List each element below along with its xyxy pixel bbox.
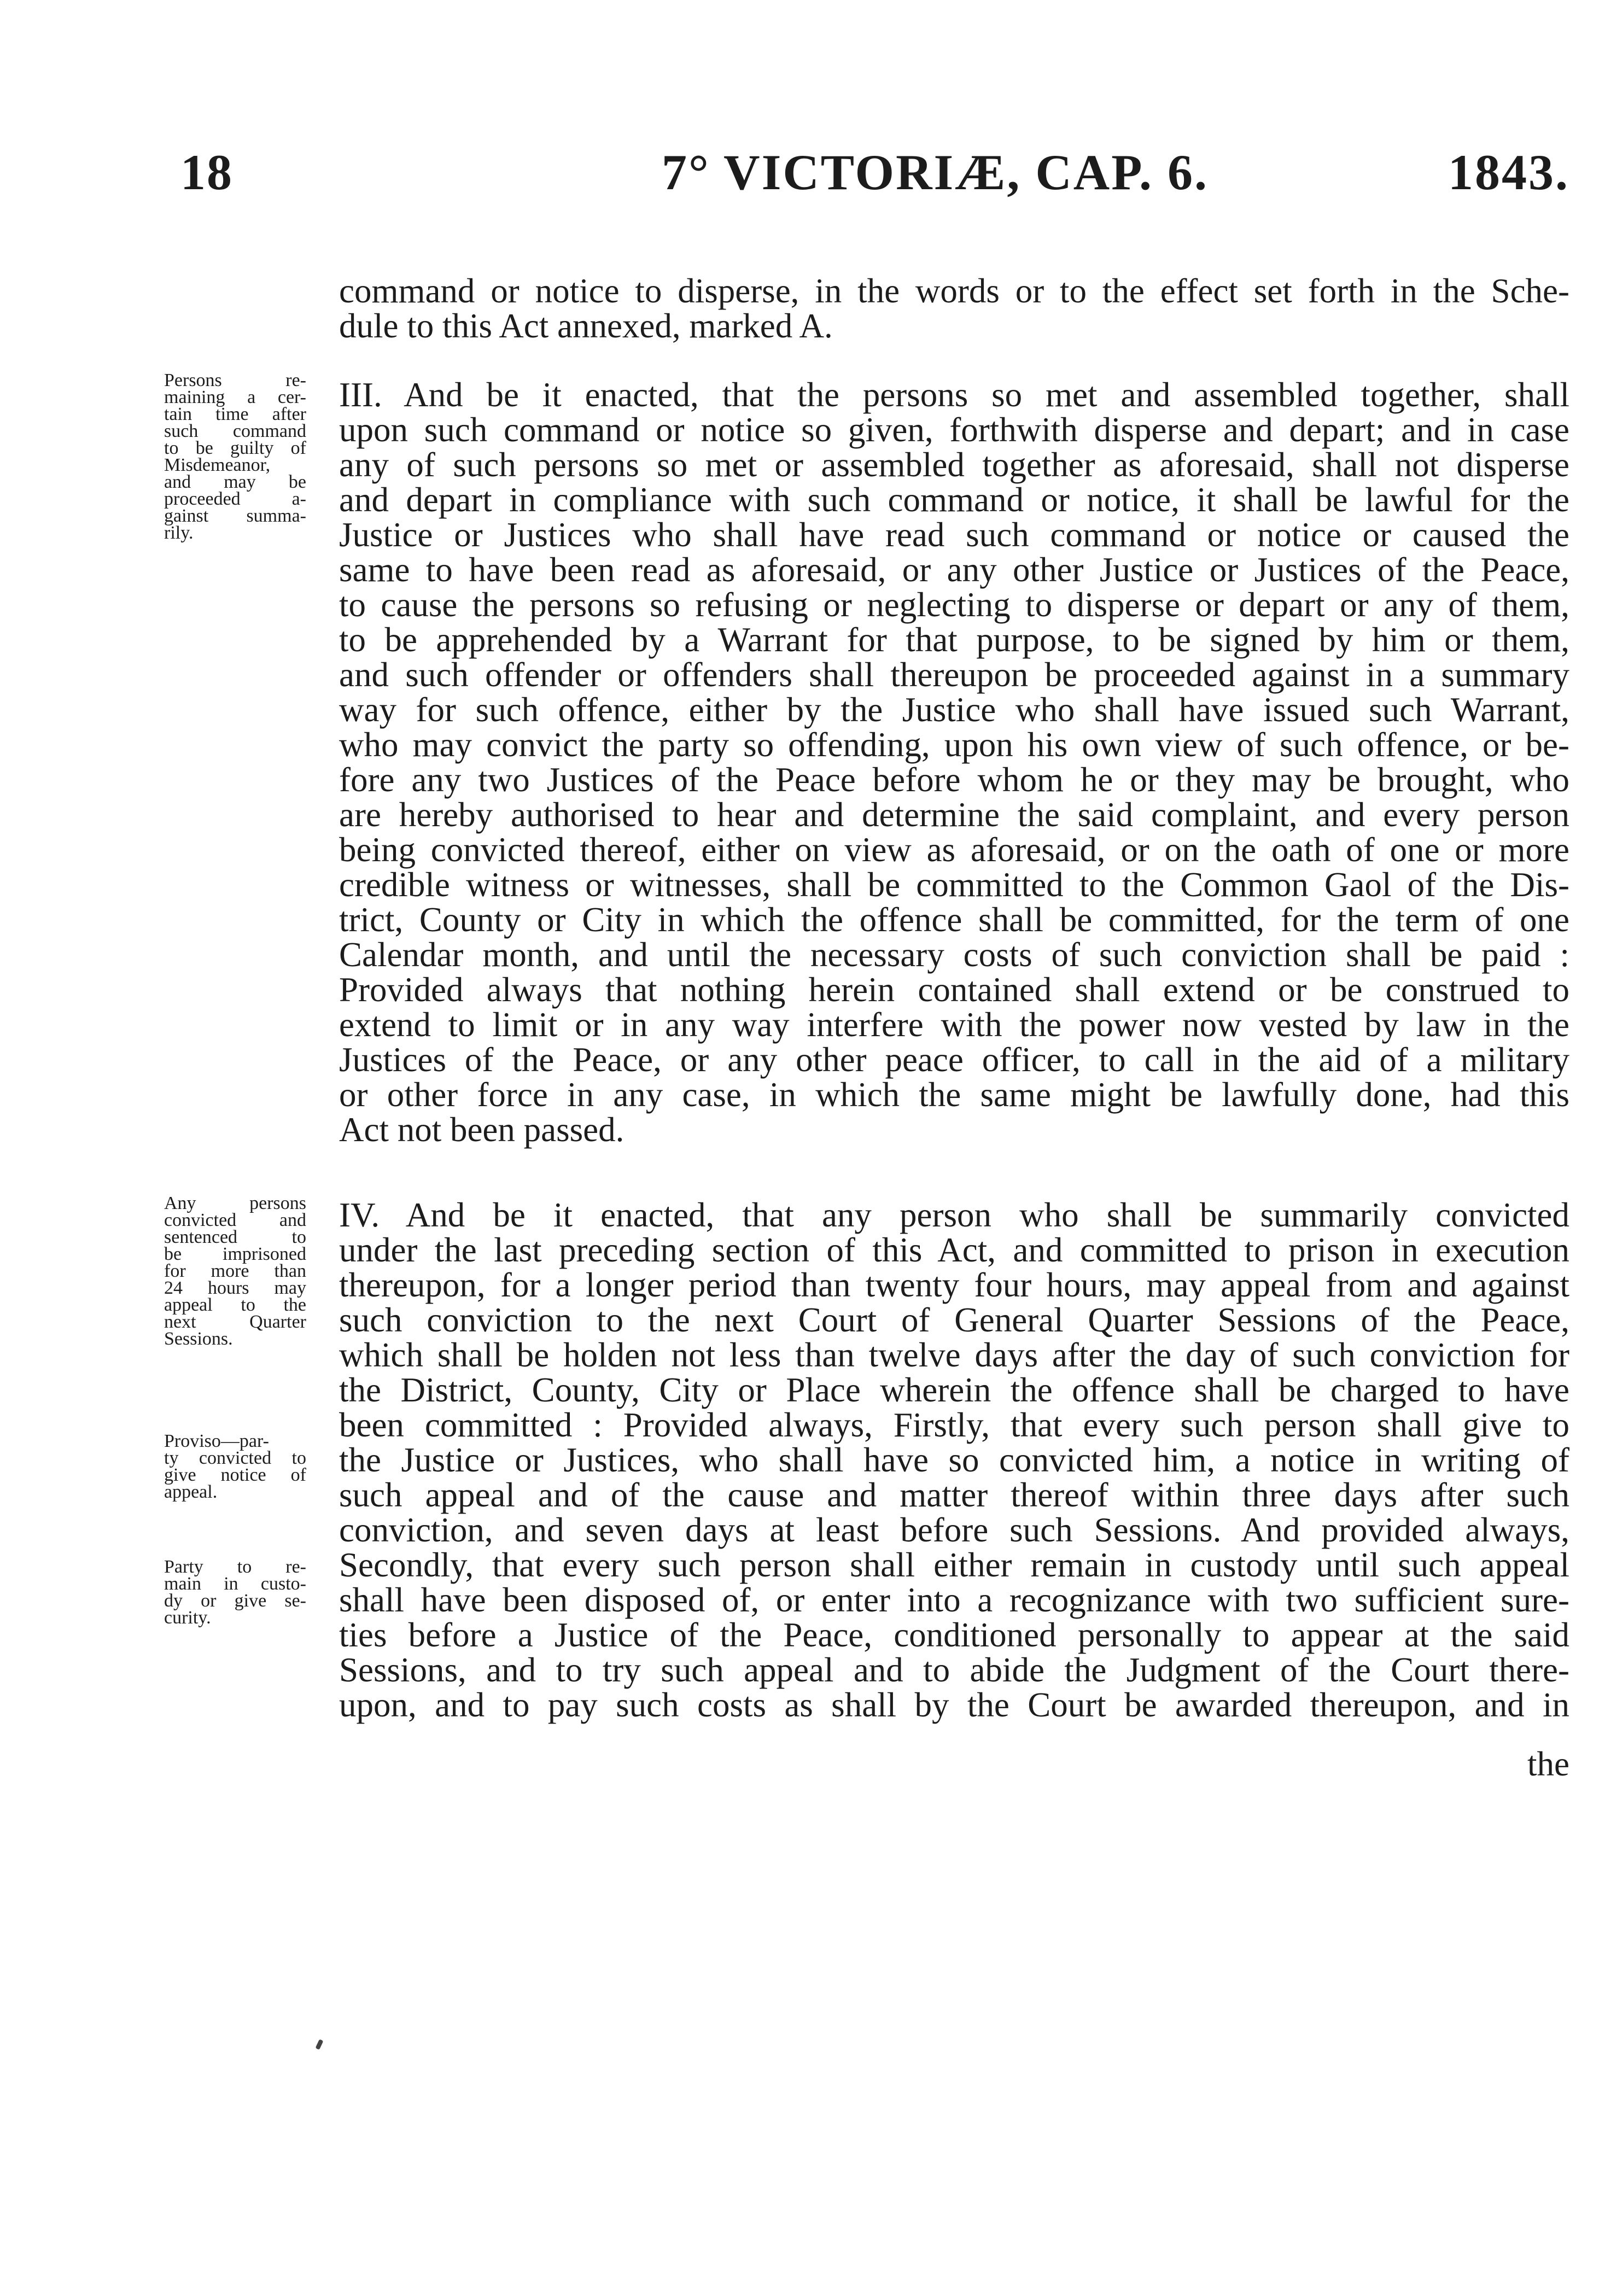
- marginal-line: appeal to the: [164, 1295, 306, 1315]
- marginal-note-custody: [164, 1558, 306, 1626]
- marginal-line: give notice of: [164, 1465, 306, 1485]
- marginal-line: tain time after: [164, 404, 306, 424]
- section-3-paragraph: [339, 377, 1569, 1147]
- marginal-line: to be guilty of: [164, 438, 306, 458]
- marginal-line: Misdemeanor,: [164, 455, 271, 475]
- text-line: Provided always that nothing herein contained shall extend or be construed to: [339, 971, 1569, 1009]
- text-line: Sessions, and to try such appeal and to abide the Judgment of the Court there-: [339, 1651, 1569, 1689]
- marginal-line: 24 hours may: [164, 1278, 306, 1298]
- text-line: upon such command or notice so given, forthwith disperse and depart; and in case: [339, 411, 1569, 449]
- text-line: thereupon, for a longer period than twenty four hours, may appeal from and against: [339, 1266, 1569, 1304]
- text-line: who may convict the party so offending, upon his own view of such offence, or be-: [339, 726, 1569, 764]
- text-line: to be apprehended by a Warrant for that purpose, to be signed by him or them,: [339, 621, 1569, 659]
- marginal-line: be imprisoned: [164, 1244, 306, 1264]
- text-line: trict, County or City in which the offence shall be committed, for the term of one: [339, 901, 1569, 939]
- text-line: Calendar month, and until the necessary costs of such conviction shall be paid :: [339, 936, 1569, 974]
- marginal-line: main in custo-: [164, 1574, 306, 1594]
- text-line: which shall be holden not less than twelve days after the day of such conviction for: [339, 1336, 1569, 1374]
- text-line: such conviction to the next Court of General Quarter Sessions of the Peace,: [339, 1301, 1569, 1339]
- section-4-paragraph: [339, 1197, 1569, 1722]
- marginal-line: maining a cer-: [164, 387, 306, 407]
- marginal-line: Any persons: [164, 1193, 306, 1213]
- text-line: conviction, and seven days at least before such Sessions. And provided always,: [339, 1511, 1569, 1549]
- text-line: the Justice or Justices, who shall have so convicted him, a notice in writing of: [339, 1441, 1569, 1479]
- text-line: same to have been read as aforesaid, or any other Justice or Justices of the Peace,: [339, 551, 1569, 589]
- text-line: Act not been passed.: [339, 1111, 625, 1149]
- text-line: such appeal and of the cause and matter thereof within three days after such: [339, 1476, 1569, 1514]
- marginal-line: such command: [164, 421, 306, 441]
- marginal-note-misdemeanor: [164, 372, 306, 541]
- marginal-line: next Quarter: [164, 1312, 306, 1332]
- marginal-line: appeal.: [164, 1482, 218, 1502]
- text-line: dule to this Act annexed, marked A.: [339, 307, 833, 345]
- text-line: III. And be it enacted, that the persons so met and assembled together, shall: [339, 376, 1569, 414]
- marginal-line: ty convicted to: [164, 1448, 306, 1468]
- ink-speck: [316, 2039, 324, 2050]
- text-line: shall have been disposed of, or enter into a recognizance with two sufficient sure-: [339, 1581, 1569, 1619]
- text-line: extend to limit or in any way interfere with the power now vested by law in the: [339, 1006, 1569, 1044]
- marginal-line: Sessions.: [164, 1329, 233, 1349]
- text-line: Secondly, that every such person shall either remain in custody until such appeal: [339, 1546, 1569, 1584]
- text-line: credible witness or witnesses, shall be committed to the Common Gaol of the Dis-: [339, 866, 1569, 904]
- marginal-line: rily.: [164, 523, 194, 543]
- marginal-line: gainst summa-: [164, 506, 306, 526]
- text-line: been committed : Provided always, Firstly, that every such person shall give to: [339, 1406, 1569, 1444]
- text-line: Justices of the Peace, or any other peace officer, to call in the aid of a military: [339, 1041, 1569, 1079]
- text-line: and depart in compliance with such command or notice, it shall be lawful for the: [339, 481, 1569, 519]
- continuation-paragraph: [339, 273, 1569, 343]
- text-line: under the last preceding section of this Act, and committed to prison in execution: [339, 1231, 1569, 1269]
- marginal-line: and may be: [164, 472, 306, 492]
- marginal-line: proceeded a-: [164, 489, 306, 509]
- marginal-note-appeal: [164, 1195, 306, 1347]
- text-line: or other force in any case, in which the same might be lawfully done, had this: [339, 1076, 1569, 1114]
- text-line: fore any two Justices of the Peace before whom he or they may be brought, who: [339, 761, 1569, 799]
- marginal-note-proviso: [164, 1433, 306, 1500]
- marginal-line: Persons re-: [164, 370, 306, 390]
- page-number: 18: [180, 144, 233, 200]
- page-header: [180, 143, 1569, 214]
- marginal-line: Proviso—par-: [164, 1431, 269, 1451]
- text-line: ties before a Justice of the Peace, conditioned personally to appear at the said: [339, 1616, 1569, 1654]
- text-line: Justice or Justices who shall have read such command or notice or caused the: [339, 516, 1569, 554]
- text-line: command or notice to disperse, in the words or to the effect set forth in the Sche-: [339, 272, 1569, 310]
- marginal-line: sentenced to: [164, 1227, 306, 1247]
- text-line: IV. And be it enacted, that any person who shall be summarily convicted: [339, 1196, 1569, 1234]
- text-line: any of such persons so met or assembled together as aforesaid, shall not disperse: [339, 446, 1569, 484]
- marginal-line: convicted and: [164, 1210, 306, 1230]
- marginal-line: curity.: [164, 1608, 211, 1628]
- text-line: the District, County, City or Place wherein the offence shall be charged to have: [339, 1371, 1569, 1409]
- marginal-line: dy or give se-: [164, 1591, 306, 1611]
- year: 1843.: [1448, 144, 1569, 200]
- catchword: the: [1527, 1745, 1569, 1783]
- marginal-line: Party to re-: [164, 1557, 306, 1577]
- running-title: 7° VICTORIÆ, CAP. 6.: [662, 144, 1209, 200]
- text-line: and such offender or offenders shall thereupon be proceeded against in a summary: [339, 656, 1569, 694]
- text-line: to cause the persons so refusing or neglecting to disperse or depart or any of them,: [339, 586, 1569, 624]
- text-line: being convicted thereof, either on view as aforesaid, or on the oath of one or more: [339, 831, 1569, 869]
- text-line: are hereby authorised to hear and determine the said complaint, and every person: [339, 796, 1569, 834]
- text-line: way for such offence, either by the Justice who shall have issued such Warrant,: [339, 691, 1569, 729]
- text-line: upon, and to pay such costs as shall by the Court be awarded thereupon, and in: [339, 1686, 1569, 1724]
- marginal-line: for more than: [164, 1261, 306, 1281]
